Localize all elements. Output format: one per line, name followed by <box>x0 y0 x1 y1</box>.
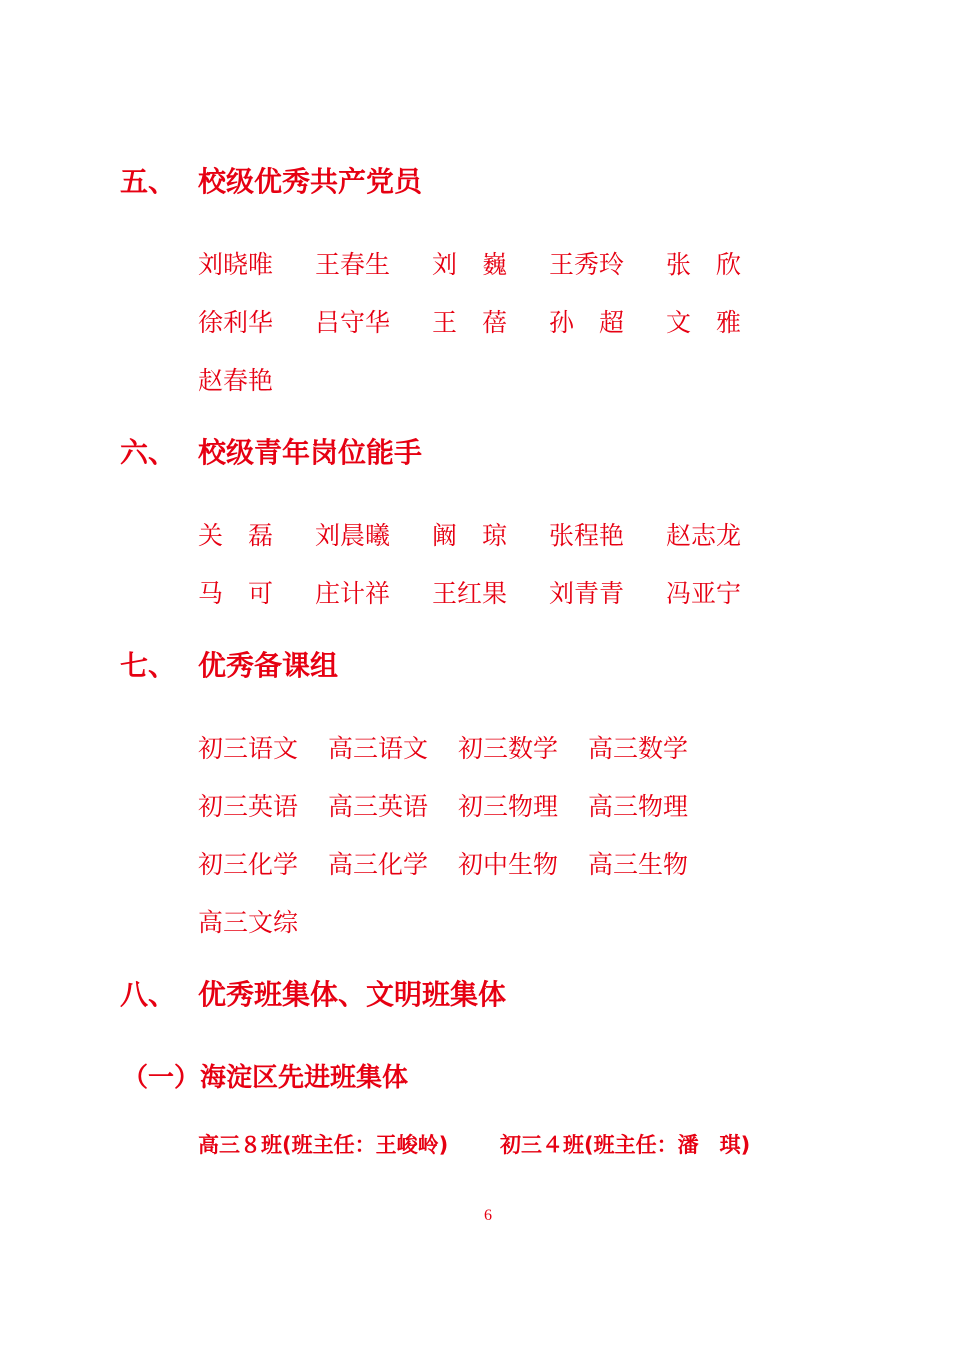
name-item: 孙 超 <box>549 308 625 337</box>
section-title: 优秀备课组 <box>198 649 339 682</box>
group-item: 高三文综 <box>198 908 299 937</box>
group-item: 初三化学 <box>198 850 299 879</box>
group-item: 高三语文 <box>328 734 429 763</box>
name-item: 王春生 <box>315 250 391 279</box>
name-item: 刘晓唯 <box>198 250 274 279</box>
section-title: 校级青年岗位能手 <box>198 436 423 469</box>
group-item: 初三物理 <box>458 792 559 821</box>
class-item: 高三８班(班主任：王峻岭) <box>198 1133 449 1157</box>
name-item: 徐利华 <box>198 308 274 337</box>
class-item: 初三４班(班主任：潘 琪) <box>500 1133 751 1157</box>
name-item: 王秀玲 <box>549 250 625 279</box>
name-item: 马 可 <box>198 579 274 608</box>
group-item: 高三数学 <box>588 734 689 763</box>
section-title: 优秀班集体、文明班集体 <box>198 978 507 1011</box>
name-item: 张程艳 <box>549 521 625 550</box>
group-item: 初中生物 <box>458 850 559 879</box>
name-item: 文 雅 <box>666 308 742 337</box>
group-item: 初三数学 <box>458 734 559 763</box>
group-item: 高三化学 <box>328 850 429 879</box>
group-item: 初三英语 <box>198 792 299 821</box>
name-item: 刘青青 <box>549 579 625 608</box>
subsection-title: （一）海淀区先进班集体 <box>122 1063 409 1093</box>
section-number: 七、 <box>120 649 177 682</box>
section-number: 八、 <box>120 978 177 1011</box>
group-item: 初三语文 <box>198 734 299 763</box>
name-item: 王 蓓 <box>432 308 508 337</box>
section-title: 校级优秀共产党员 <box>198 165 423 198</box>
name-item: 刘 巍 <box>432 250 508 279</box>
name-item: 庄计祥 <box>315 579 391 608</box>
name-item: 赵志龙 <box>666 521 742 550</box>
name-item: 张 欣 <box>666 250 742 279</box>
group-item: 高三生物 <box>588 850 689 879</box>
name-item: 刘晨曦 <box>315 521 391 550</box>
name-item: 关 磊 <box>198 521 274 550</box>
page-number: 6 <box>484 1207 492 1224</box>
name-item: 冯亚宁 <box>666 579 742 608</box>
name-item: 吕守华 <box>315 308 391 337</box>
section-number: 六、 <box>120 436 177 469</box>
section-number: 五、 <box>120 165 177 198</box>
name-item: 阚 琼 <box>432 521 508 550</box>
group-item: 高三物理 <box>588 792 689 821</box>
name-item: 王红果 <box>432 579 508 608</box>
group-item: 高三英语 <box>328 792 429 821</box>
name-item: 赵春艳 <box>198 366 274 395</box>
